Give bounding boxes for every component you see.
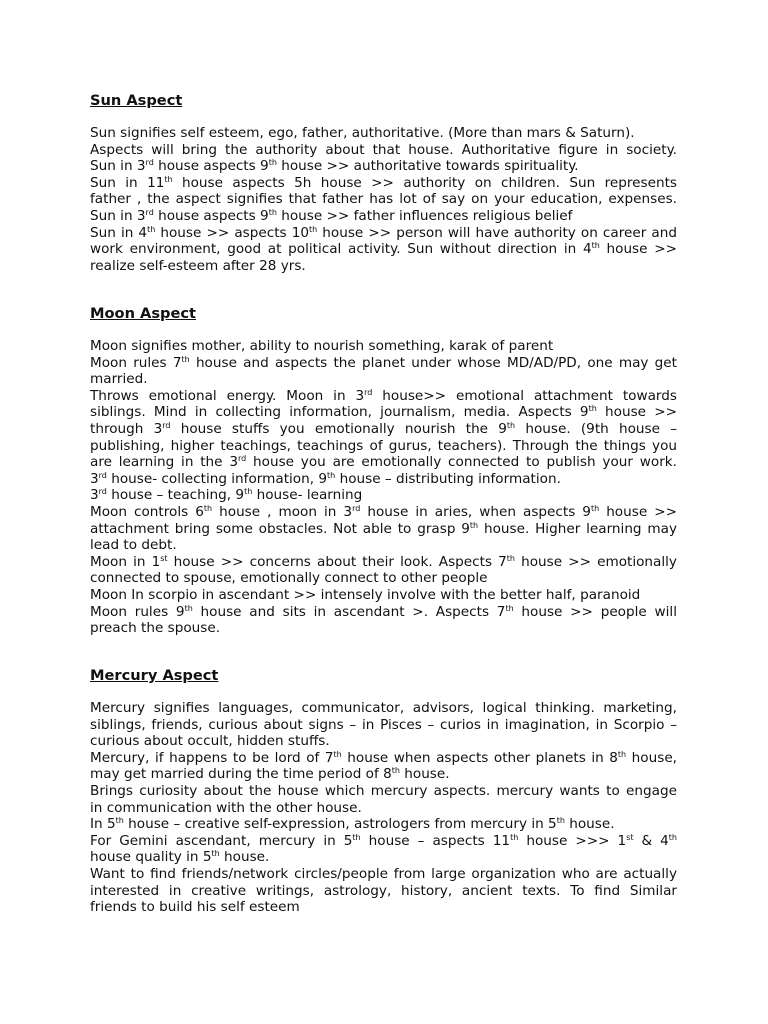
mercury-aspect-section <box>90 667 677 916</box>
text-line: publishing, higher teachings, teachings of gurus, teachers). Through the things you <box>90 437 677 454</box>
text-line: siblings, friends, curious about signs – in Pisces – curios in imagination, in Scorpio – <box>90 716 677 733</box>
text-line: Sun in 11th house aspects 5h house >> authority on children. Sun represents <box>90 174 677 191</box>
moon-aspect-paragraph <box>90 338 677 637</box>
text-line: interested in creative writings, astrology, history, ancient texts. To find Similar <box>90 882 677 899</box>
text-line: Sun in 4th house >> aspects 10th house >> person will have authority on career and <box>90 224 677 241</box>
sun-aspect-section <box>90 92 677 274</box>
text-line: attachment bring some obstacles. Not able to grasp 9th house. Higher learning may <box>90 520 677 537</box>
text-line: connected to spouse, emotionally connect to other people <box>90 570 488 587</box>
text-line: father , the aspect signifies that father has lot of say on your education, expenses. <box>90 191 677 208</box>
text-line: Moon in 1st house >> concerns about their look. Aspects 7th house >> emotionally <box>90 553 677 570</box>
text-line: realize self-esteem after 28 yrs. <box>90 257 306 274</box>
text-line: through 3rd house stuffs you emotionally nourish the 9th house. (9th house – <box>90 420 677 437</box>
text-line: in communication with the other house. <box>90 799 362 816</box>
text-line: Moon controls 6th house , moon in 3rd house in aries, when aspects 9th house >> <box>90 503 677 520</box>
text-line: married. <box>90 371 148 388</box>
text-line: Mercury signifies languages, communicator, advisors, logical thinking. marketing, <box>90 700 677 716</box>
text-line: Aspects will bring the authority about that house. Authoritative figure in society. <box>90 141 677 158</box>
text-line: may get married during the time period of 8th house. <box>90 766 450 783</box>
text-line: Sun signifies self esteem, ego, father, authoritative. (More than mars & Saturn). <box>90 125 635 141</box>
text-line: friends to build his self esteem <box>90 899 300 916</box>
text-line: Moon In scorpio in ascendant >> intensely involve with the better half, paranoid <box>90 586 641 603</box>
text-line: are learning in the 3rd house you are emotionally connected to publish your work. <box>90 454 677 471</box>
mercury-aspect-heading: Mercury Aspect <box>90 667 219 684</box>
text-line: house quality in 5th house. <box>90 849 270 866</box>
text-line: Sun in 3rd house aspects 9th house >> authoritative towards spirituality. <box>90 158 579 175</box>
text-line: Moon signifies mother, ability to nourish something, karak of parent <box>90 338 554 354</box>
text-line: Moon rules 7th house and aspects the planet under whose MD/AD/PD, one may get <box>90 354 677 371</box>
text-line: Throws emotional energy. Moon in 3rd house>> emotional attachment towards <box>90 387 677 404</box>
sun-aspect-paragraph <box>90 125 677 274</box>
moon-aspect-heading: Moon Aspect <box>90 305 196 322</box>
text-line: In 5th house – creative self-expression, astrologers from mercury in 5th house. <box>90 816 615 833</box>
text-line: lead to debt. <box>90 537 177 554</box>
text-line: 3rd house- collecting information, 9th house – distributing information. <box>90 470 561 487</box>
text-line: Want to find friends/network circles/people from large organization who are actually <box>90 865 677 882</box>
mercury-aspect-paragraph <box>90 700 677 916</box>
text-line: preach the spouse. <box>90 620 221 637</box>
text-line: work environment, good at political activity. Sun without direction in 4th house >> <box>90 241 677 258</box>
text-line: Mercury, if happens to be lord of 7th house when aspects other planets in 8th house, <box>90 749 677 766</box>
text-line: 3rd house – teaching, 9th house- learning <box>90 487 363 504</box>
moon-aspect-section <box>90 305 677 637</box>
text-line: For Gemini ascendant, mercury in 5th house – aspects 11th house >>> 1st & 4th <box>90 832 678 849</box>
text-line: Sun in 3rd house aspects 9th house >> father influences religious belief <box>90 207 573 224</box>
text-line: curious about occult, hidden stuffs. <box>90 733 330 750</box>
text-line: Moon rules 9th house and sits in ascendant >. Aspects 7th house >> people will <box>90 603 677 620</box>
sun-aspect-heading: Sun Aspect <box>90 92 183 109</box>
text-line: siblings. Mind in collecting information, journalism, media. Aspects 9th house >> <box>90 404 678 421</box>
text-line: Brings curiosity about the house which mercury aspects. mercury wants to engage <box>90 782 677 799</box>
